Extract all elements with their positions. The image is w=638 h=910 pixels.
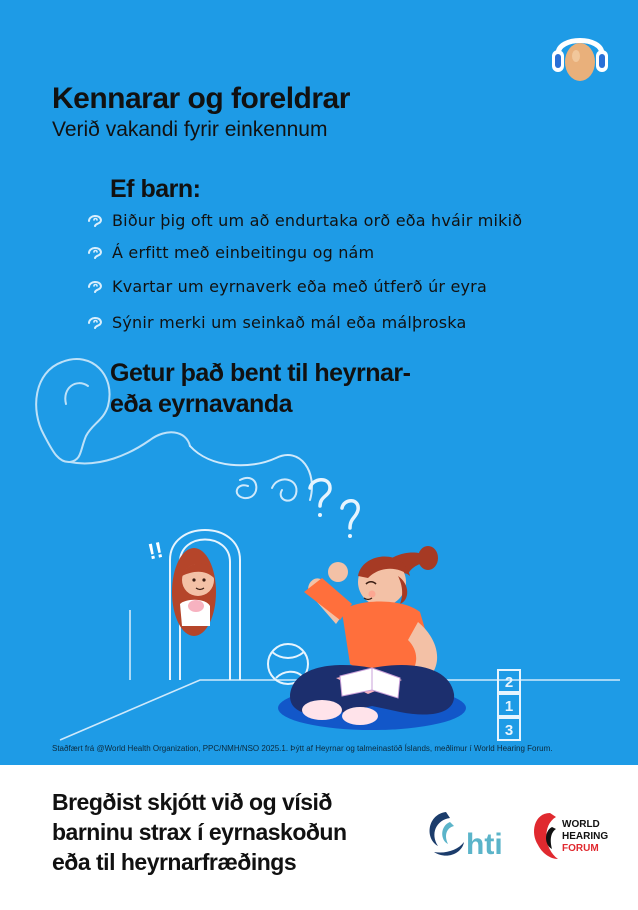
hti-wordmark: hti bbox=[466, 828, 503, 861]
list-item-text: Á erfitt með einbeitingu og nám bbox=[112, 242, 375, 262]
ear-bullet-icon bbox=[86, 245, 104, 259]
page-subtitle: Verið vakandi fyrir einkennum bbox=[52, 118, 328, 141]
thought-squiggle bbox=[190, 446, 312, 501]
block-label: 3 bbox=[504, 722, 514, 739]
list-item bbox=[86, 238, 374, 266]
list-item-text: Biður þig oft um að endurtaka orð eða hváir mikið bbox=[112, 210, 523, 230]
conclusion-line: Getur það bent til heyrnar- bbox=[110, 359, 411, 387]
list-item bbox=[86, 308, 467, 336]
list-item-text: Sýnir merki um seinkað mál eða málþroska bbox=[112, 312, 467, 332]
cta-line: eða til heyrnarfræðings bbox=[52, 849, 297, 875]
page-title: Kennarar og foreldrar bbox=[52, 82, 350, 115]
exclamation-marks: !! bbox=[145, 536, 166, 565]
bottom-panel bbox=[0, 765, 638, 910]
signs-heading: Ef barn: bbox=[110, 175, 201, 203]
list-item bbox=[86, 206, 522, 234]
hti-logo bbox=[424, 808, 514, 864]
list-item-text: Kvartar um eyrnaverk eða með útferð úr eyra bbox=[112, 276, 487, 296]
world-hearing-forum-logo bbox=[530, 805, 610, 865]
ear-bullet-icon bbox=[86, 315, 104, 329]
ear-bullet-icon bbox=[86, 213, 104, 227]
list-item bbox=[86, 272, 487, 300]
cta-line: barninu strax í eyrnaskoðun bbox=[52, 819, 347, 845]
whf-wordmark: WORLD bbox=[562, 819, 600, 830]
peeking-child bbox=[172, 548, 216, 636]
block-label: 1 bbox=[504, 698, 514, 715]
whf-wordmark: FORUM bbox=[562, 843, 599, 854]
whf-wordmark: HEARING bbox=[562, 831, 609, 842]
egg-headphones-icon bbox=[548, 24, 612, 88]
conclusion-line: eða eyrnavanda bbox=[110, 390, 292, 418]
main-child bbox=[290, 546, 454, 725]
block-label: 2 bbox=[504, 674, 514, 691]
question-mark-icons bbox=[310, 480, 358, 538]
ear-bullet-icon bbox=[86, 279, 104, 293]
source-credit: Staðfært frá @World Health Organization, PPC/NMH/NSO 2025.1. Þýtt af Heyrnar og talmeinastöð Íslands, meðlimur í World Hearing Forum. bbox=[52, 744, 553, 753]
call-to-action bbox=[52, 787, 412, 877]
conclusion-heading bbox=[110, 358, 410, 420]
cta-line: Bregðist skjótt við og vísið bbox=[52, 789, 332, 815]
